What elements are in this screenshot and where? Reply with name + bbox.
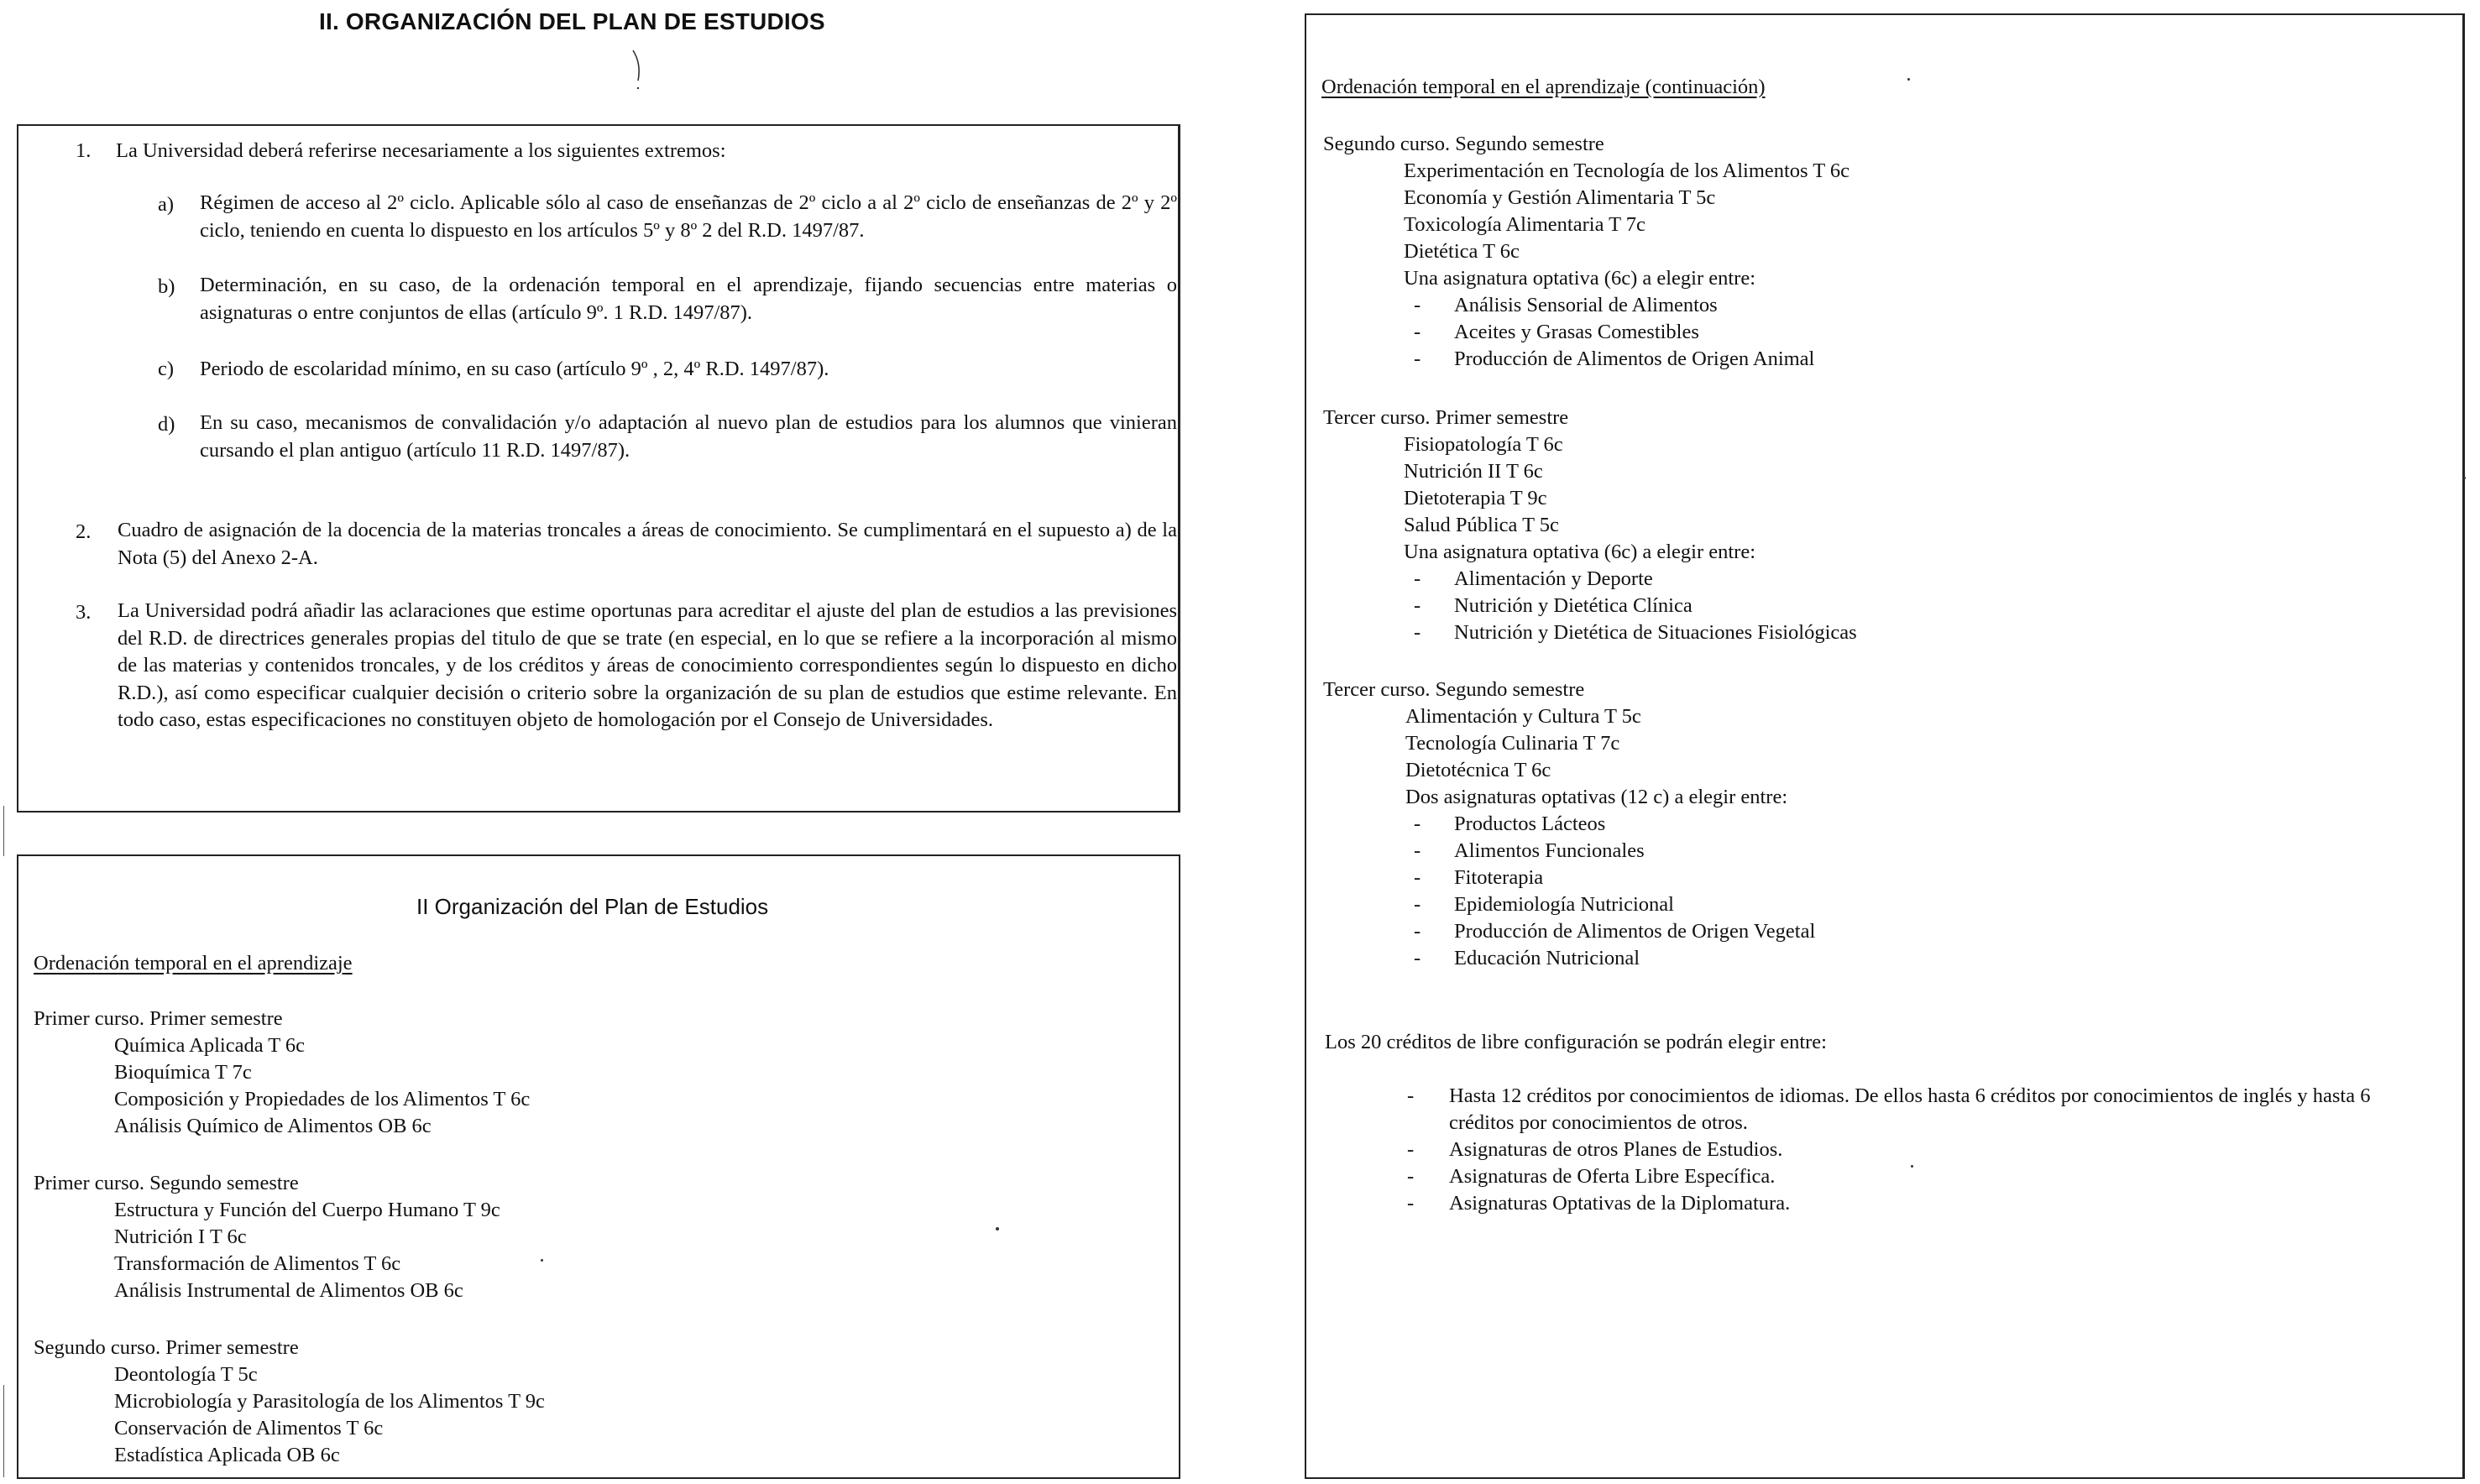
item-text: La Universidad podrá añadir las aclaraciones que estime oportunas para acreditar el ajuste del plan de estudios a las previsiones del R.D. de directrices generales propias del titulo de que se trate (en especial, en lo que se refiere a la incorporación al mismo de las materias y contenidos troncales, y de los créditos y áreas de conocimiento correspondientes según lo dispuesto en dicho R.D.), así como especificar cualquier decisión o criterio sobre la organización de su plan de estudios que estime relevante. En todo caso, estas especificaciones no constituyen objeto de homologación por el Consejo de Universidades. <box>118 599 1177 731</box>
list-bullet: - <box>1414 813 1421 835</box>
list-bullet: - <box>1414 947 1421 969</box>
course-item: Dietoterapia T 9c <box>1404 487 1547 509</box>
scan-speck <box>2463 477 2466 479</box>
optional-course: Productos Lácteos <box>1454 813 1606 835</box>
course-item: Química Aplicada T 6c <box>114 1034 306 1057</box>
scan-edge-line <box>3 1385 4 1477</box>
optional-course: Producción de Alimentos de Origen Animal <box>1454 347 1815 370</box>
free-credit-item: Hasta 12 créditos por conocimientos de idiomas. De ellos hasta 6 créditos por conocimientos de inglés y hasta 6 <box>1449 1084 2371 1107</box>
list-bullet: - <box>1414 839 1421 862</box>
list-bullet: - <box>1414 347 1421 370</box>
semester-title: Tercer curso. Primer semestre <box>1323 406 1569 429</box>
page-title: II. ORGANIZACIÓN DEL PLAN DE ESTUDIOS <box>319 8 825 34</box>
list-bullet: - <box>1414 594 1421 617</box>
subitem-text: Determinación, en su caso, de la ordenación temporal en el aprendizaje, fijando secuencias entre materias o asignaturas o entre conjuntos de ellas (artículo 9º. 1 R.D. 1497/87). <box>200 274 1177 324</box>
free-credit-item: Asignaturas de Oferta Libre Específica. <box>1449 1165 1776 1188</box>
optional-course: Nutrición y Dietética de Situaciones Fisiológicas <box>1454 621 1857 644</box>
optional-course: Educación Nutricional <box>1454 947 1640 969</box>
optional-course: Alimentos Funcionales <box>1454 839 1645 862</box>
course-item: Dietética T 6c <box>1404 240 1520 263</box>
course-item: Conservación de Alimentos T 6c <box>114 1417 384 1440</box>
free-credits-intro: Los 20 créditos de libre configuración se podrán elegir entre: <box>1325 1031 1827 1053</box>
plan-heading: II Organización del Plan de Estudios <box>416 894 769 919</box>
optional-intro: Una asignatura optativa (6c) a elegir entre: <box>1404 541 1756 563</box>
course-item: Dietotécnica T 6c <box>1405 759 1551 781</box>
course-item: Estructura y Función del Cuerpo Humano T 9c <box>114 1199 500 1221</box>
semester-title: Tercer curso. Segundo semestre <box>1323 678 1585 701</box>
scan-speck <box>1911 1165 1913 1168</box>
course-item: Deontología T 5c <box>114 1363 258 1386</box>
subitem-text: Régimen de acceso al 2º ciclo. Aplicable sólo al caso de enseñanzas de 2º ciclo a al 2º ciclo de enseñanzas de 2º y 2º ciclo, teniendo en cuenta lo dispuesto en los artículos 5º y 8º 2 del R.D. 1497/87. <box>200 191 1177 242</box>
course-item: Estadística Aplicada OB 6c <box>114 1444 340 1466</box>
course-item: Nutrición I T 6c <box>114 1225 247 1248</box>
item-text: La Universidad deberá referirse necesariamente a los siguientes extremos: <box>116 139 726 162</box>
free-credit-item: créditos por conocimientos de otros. <box>1449 1111 1748 1134</box>
course-item: Transformación de Alimentos T 6c <box>114 1252 401 1275</box>
free-credit-item: Asignaturas de otros Planes de Estudios. <box>1449 1138 1783 1161</box>
list-bullet: - <box>1407 1165 1415 1188</box>
subitem-text: En su caso, mecanismos de convalidación y/o adaptación al nuevo plan de estudios para los alumnos que vinieran cursando el plan antiguo (artículo 11 R.D. 1497/87). <box>200 411 1177 462</box>
optional-course: Producción de Alimentos de Origen Vegetal <box>1454 920 1816 943</box>
course-item: Salud Pública T 5c <box>1404 514 1559 536</box>
optional-intro: Dos asignaturas optativas (12 c) a elegir entre: <box>1405 786 1788 808</box>
semester-title: Primer curso. Primer semestre <box>34 1007 283 1030</box>
scan-speck <box>996 1227 999 1231</box>
item-number: 3. <box>76 601 92 624</box>
optional-course: Epidemiología Nutricional <box>1454 893 1674 916</box>
list-bullet: - <box>1414 567 1421 590</box>
subitem-marker: a) <box>158 193 175 216</box>
course-item: Análisis Instrumental de Alimentos OB 6c <box>114 1279 463 1302</box>
course-item: Tecnología Culinaria T 7c <box>1405 732 1620 755</box>
course-item: Toxicología Alimentaria T 7c <box>1404 213 1645 236</box>
semester-title: Segundo curso. Segundo semestre <box>1323 133 1604 155</box>
scan-mark <box>631 49 643 91</box>
course-item: Análisis Químico de Alimentos OB 6c <box>114 1115 432 1137</box>
list-bullet: - <box>1414 321 1421 343</box>
course-item: Experimentación en Tecnología de los Alimentos T 6c <box>1404 159 1850 182</box>
subitem-marker: b) <box>158 275 175 298</box>
list-bullet: - <box>1414 621 1421 644</box>
course-item: Fisiopatología T 6c <box>1404 433 1563 456</box>
scan-edge-line <box>3 806 4 856</box>
optional-course: Alimentación y Deporte <box>1454 567 1653 590</box>
list-bullet: - <box>1407 1138 1415 1161</box>
course-item: Bioquímica T 7c <box>114 1061 252 1084</box>
optional-course: Análisis Sensorial de Alimentos <box>1454 294 1718 316</box>
subitem-text: Periodo de escolaridad mínimo, en su caso (artículo 9º , 2, 4º R.D. 1497/87). <box>200 358 829 380</box>
semester-title: Segundo curso. Primer semestre <box>34 1336 299 1359</box>
scan-speck <box>1907 78 1910 81</box>
plan-subheading: Ordenación temporal en el aprendizaje <box>34 952 353 975</box>
item-number: 1. <box>76 139 92 162</box>
optional-course: Nutrición y Dietética Clínica <box>1454 594 1693 617</box>
list-bullet: - <box>1414 893 1421 916</box>
course-item: Composición y Propiedades de los Alimentos T 6c <box>114 1088 531 1110</box>
subitem-marker: c) <box>158 358 175 380</box>
course-item: Economía y Gestión Alimentaria T 5c <box>1404 186 1716 209</box>
list-bullet: - <box>1414 866 1421 889</box>
continuation-heading: Ordenación temporal en el aprendizaje (continuación) <box>1321 76 1766 98</box>
free-credit-item: Asignaturas Optativas de la Diplomatura. <box>1449 1192 1791 1215</box>
optional-course: Aceites y Grasas Comestibles <box>1454 321 1699 343</box>
subitem-marker: d) <box>158 413 175 436</box>
course-item: Microbiología y Parasitología de los Alimentos T 9c <box>114 1390 545 1413</box>
optional-course: Fitoterapia <box>1454 866 1544 889</box>
optional-intro: Una asignatura optativa (6c) a elegir entre: <box>1404 267 1756 290</box>
list-bullet: - <box>1407 1084 1415 1107</box>
course-item: Alimentación y Cultura T 5c <box>1405 705 1641 728</box>
list-bullet: - <box>1414 920 1421 943</box>
course-item: Nutrición II T 6c <box>1404 460 1543 483</box>
semester-title: Primer curso. Segundo semestre <box>34 1172 299 1194</box>
item-text: Cuadro de asignación de la docencia de la materias troncales a áreas de conocimiento. Se cumplimentará en el supuesto a) de la Nota (5) del Anexo 2-A. <box>118 519 1177 569</box>
list-bullet: - <box>1407 1192 1415 1215</box>
list-bullet: - <box>1414 294 1421 316</box>
scan-speck <box>541 1259 543 1262</box>
item-number: 2. <box>76 520 92 543</box>
